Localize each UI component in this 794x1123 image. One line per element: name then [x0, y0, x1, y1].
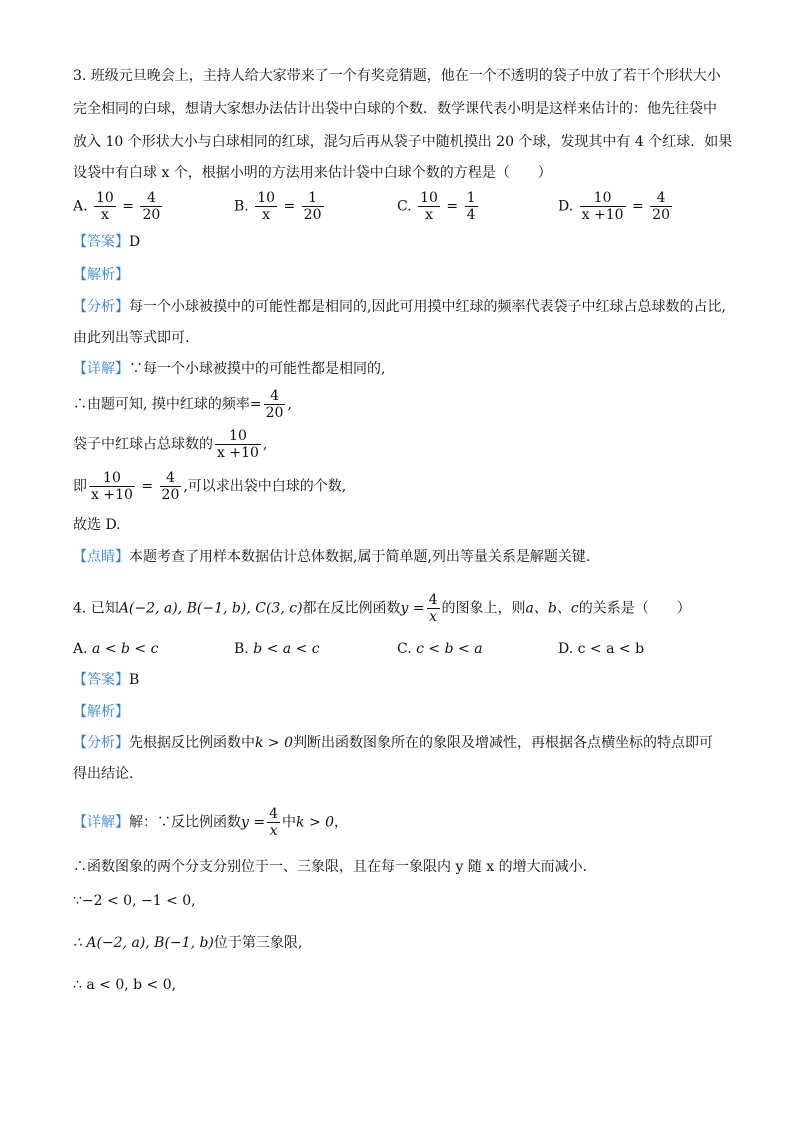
- q3-stem-line1: 3. 班级元旦晚会上，主持人给大家带来了一个有奖竞猜题，他在一个不透明的袋子中放了若干个形状大小: [73, 68, 721, 84]
- fraction: $\frac{10}{x}$: [96, 190, 114, 223]
- xiangjie-tag: 【详解】: [73, 361, 129, 377]
- text: 即: [73, 478, 87, 495]
- q3-xiangjie-line5: 故选 D.: [73, 517, 121, 533]
- fraction: $\frac{1}{4}$: [466, 190, 476, 223]
- q4-option-b: B. b < a < c: [234, 641, 320, 657]
- answer-tag: 【答案】: [73, 234, 129, 250]
- q4-xiangjie-line2: ∴函数图象的两个分支分别位于一、三象限，且在每一象限内 y 随 x 的增大而减小．: [73, 859, 597, 875]
- q4-xiangjie-line1: 【详解】解：∵反比例函数y = $\frac{4}{x}$ 中k > 0，: [73, 806, 349, 839]
- q3-answer: [73, 232, 140, 252]
- q3-jiexi: [73, 265, 129, 285]
- option-letter: B.: [234, 198, 249, 215]
- xiangjie-text: ∵每一个小球被摸中的可能性都是相同的,: [129, 361, 386, 377]
- option-letter: A.: [73, 198, 88, 215]
- q4-jiexi: [73, 702, 129, 722]
- q4-xiangjie-line3: ∵−2 < 0, −1 < 0,: [73, 893, 196, 909]
- answer-tag: 【答案】: [73, 672, 129, 688]
- q3-stem-line2: 完全相同的白球，想请大家想办法估计出袋中白球的个数．数学课代表小明是这样来估计的：他先往袋中: [73, 101, 717, 117]
- q4-fenxi-line2: 得出结论．: [73, 766, 143, 782]
- points: A(−2, a), B(−1, b), C(3, c): [118, 600, 303, 617]
- fraction: $\frac{4}{20}$: [142, 190, 161, 223]
- answer-value: B: [129, 672, 140, 688]
- q4-option-a: A. a < b < c: [73, 641, 159, 657]
- fraction: $\frac{10}{x +10}$: [217, 428, 259, 461]
- fraction: $\frac{10}{x +10}$: [91, 470, 133, 503]
- jiexi-tag: 【解析】: [73, 704, 129, 720]
- fenxi-tag: 【分析】: [73, 299, 129, 315]
- text: 4. 已知: [73, 600, 119, 617]
- q3-stem-line3: 放入 10 个形状大小与白球相同的红球，混匀后再从袋子中随机摸出 20 个球，发现其中有 4 个红球．如果: [73, 134, 733, 150]
- q4-answer: [73, 670, 139, 690]
- fenxi-tag: 【分析】: [73, 735, 129, 751]
- q3-dianjing: [73, 547, 590, 567]
- q4-xiangjie-line5: ∴ a < 0, b < 0,: [73, 977, 177, 993]
- q3-xiangjie-line1: [73, 359, 385, 379]
- text: ∴由题可知, 摸中红球的频率=: [73, 396, 262, 413]
- answer-value: D: [129, 234, 141, 250]
- dianjing-tag: 【点睛】: [73, 549, 129, 565]
- q3-fenxi-line2: 由此列出等式即可.: [73, 330, 190, 346]
- q4-fenxi-line1: 【分析】先根据反比例函数中k > 0判断出函数图象所在的象限及增减性，再根据各点横坐标的特点即可: [73, 735, 714, 751]
- q3-xiangjie-line4: 即 $\frac{10}{x +10}$ = $\frac{4}{20}$ ,可以求出袋中白球的个数,: [73, 470, 347, 503]
- fenxi-text: 每一个小球被摸中的可能性都是相同的,因此可用摸中红球的频率代表袋子中红球占总球数的占比,: [129, 299, 726, 315]
- q4-option-d: D. c < a < b: [558, 641, 645, 657]
- option-letter: D.: [558, 198, 574, 215]
- fraction: $\frac{4}{20}$: [652, 190, 670, 223]
- fraction: $\frac{4}{20}$: [161, 470, 180, 503]
- q4-stem: 4. 已知A(−2, a), B(−1, b), C(3, c)都在反比例函数y = $\frac{4}{x}$ 的图象上，则a、b、c的关系是（ ）: [73, 592, 691, 625]
- q3-option-d: D. $\frac{10}{x +10}$ = $\frac{4}{20}$: [558, 190, 670, 223]
- fraction: $\frac{4}{20}$: [265, 388, 284, 421]
- q4-xiangjie-line4: ∴ A(−2, a), B(−1, b)位于第三象限,: [73, 935, 303, 951]
- q3-option-c: C. $\frac{10}{x}$ = $\frac{1}{4}$: [397, 190, 476, 223]
- text: 袋子中红球占总球数的: [73, 436, 213, 453]
- q3-stem-line4: 设袋中有白球 x 个，根据小明的方法用来估计袋中白球个数的方程是（ ）: [73, 165, 552, 181]
- fraction: $\frac{10}{x +10}$: [581, 190, 624, 223]
- q3-fenxi-line1: [73, 297, 726, 317]
- q3-option-a: A. $\frac{10}{x}$ = $\frac{4}{20}$: [73, 190, 161, 223]
- q3-xiangjie-line2: ∴由题可知, 摸中红球的频率= $\frac{4}{20}$ ,: [73, 388, 292, 421]
- dianjing-text: 本题考查了用样本数据估计总体数据,属于简单题,列出等量关系是解题关键.: [129, 549, 591, 565]
- q4-option-c: C. c < b < a: [397, 641, 483, 657]
- option-letter: C.: [397, 198, 412, 215]
- fraction: $\frac{1}{20}$: [303, 190, 322, 223]
- q3-option-b: B. $\frac{10}{x}$ = $\frac{1}{20}$: [234, 190, 322, 223]
- q3-xiangjie-line3: 袋子中红球占总球数的 $\frac{10}{x +10}$ ,: [73, 428, 268, 461]
- xiangjie-tag: 【详解】: [73, 814, 129, 831]
- fraction: $\frac{10}{x}$: [420, 190, 438, 223]
- jiexi-tag: 【解析】: [73, 267, 129, 283]
- fraction: $\frac{10}{x}$: [257, 190, 276, 223]
- fraction: $\frac{4}{x}$: [428, 592, 438, 625]
- fraction: $\frac{4}{x}$: [269, 806, 279, 839]
